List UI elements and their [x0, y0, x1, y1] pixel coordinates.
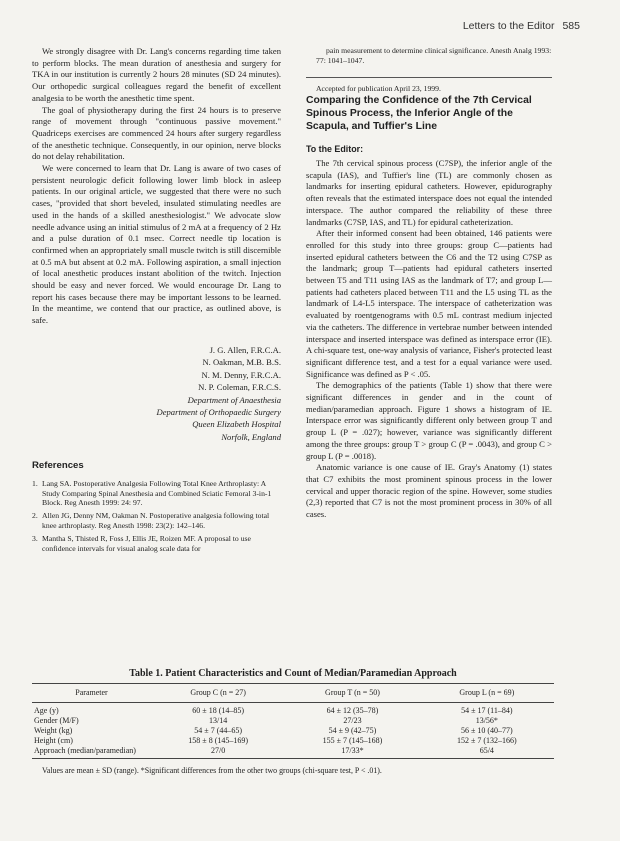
- running-title: Letters to the Editor: [462, 20, 555, 32]
- running-head: [463, 20, 580, 32]
- reference-continuation: pain measurement to determine clinical significance. Anesth Analg 1993: 77: 1041–1047.: [316, 46, 552, 65]
- signature-block: [32, 344, 281, 443]
- column-header: Group L (n = 69): [420, 684, 554, 703]
- left-column: [32, 46, 281, 556]
- table-cell: 27/23: [343, 715, 362, 725]
- table-cell: 54 ± 9 (42–75): [328, 725, 377, 735]
- table-cell: 60 ± 18 (14–85): [192, 705, 245, 715]
- table-cell: 155 ± 7 (145–168): [322, 735, 383, 745]
- divider: [306, 77, 552, 78]
- column-header: Group T (n = 50): [285, 684, 419, 703]
- page-number: 585: [562, 20, 580, 32]
- table-1: [32, 668, 554, 775]
- references-heading: References: [32, 460, 84, 472]
- reference-item: 2. Allen JG, Denny NM, Oakman N. Postoperative analgesia following total knee arthroplasty. Reg Anesth 1998: 23(2): 142–146.: [32, 511, 270, 531]
- affiliation-line: Norfolk, England: [221, 431, 281, 442]
- column-header: Group C (n = 27): [151, 684, 285, 703]
- reference-item: 1. Lang SA. Postoperative Analgesia Following Total Knee Arthroplasty: A Study Comparing Spinal Anesthesia and Combined Sciatic Femoral 3-in-1 Block. Reg Anesth 1999: 24: 97.: [32, 478, 272, 508]
- table-cell: 13/14: [209, 715, 228, 725]
- table-cell: Weight (kg): [34, 725, 73, 735]
- affiliation-line: Department of Orthopaedic Surgery: [156, 406, 281, 417]
- body-paragraph: We were concerned to learn that Dr. Lang is aware of two cases of persistent neurologic deficit following lower limb block in asleep patients. In our original article, we suggested that there were no such cases, "provided that short beveled, insulated stimulating needles are used in the hands of a skilled anesthesiologist." We advocate slow needle advance using an initial stimulus of 2 mA at a frequency of 2 Hz and a pulse duration of 0.1 msec. Correct needle tip location is confirmed when an appropriately small muscle twitch is still discernible at 0.5 mA but absent at 0.2 mA. Following aspiration, a small injection of local anesthetic produces instant abolition of the twitch. Injection should be easy and never forced. We would encourage Dr. Lang to report his cases because there may be important lessons to be learned. In the meantime, we contend that our practice, as outlined above, is safe.: [32, 163, 281, 326]
- table-cell: 65/4: [420, 746, 554, 759]
- reference-text: Lang SA. Postoperative Analgesia Following Total Knee Arthroplasty: A Study Comparing Spinal Anesthesia and Combined Sciatic Femoral 3-in-1 Block. Reg Anesth 1999: 24: 97.: [42, 478, 272, 508]
- table-cell: 54 ± 17 (11–84): [461, 705, 513, 715]
- salutation: To the Editor:: [306, 144, 364, 155]
- table-cell: 17/33*: [285, 746, 419, 759]
- data-table: [32, 683, 554, 759]
- table-cell: Gender (M/F): [34, 715, 79, 725]
- table-footnote: Values are mean ± SD (range). *Significant differences from the other two groups (chi-square test, P < .01).: [42, 766, 382, 776]
- article-title: Comparing the Confidence of the 7th Cervical Spinous Process, the Inferior Angle of the Scapula, and Tuffier's Line: [306, 95, 532, 133]
- reference-item: 3. Mantha S, Thisted R, Foss J, Ellis JE, Roizen MF. A proposal to use confidence intervals for visual analog scale data for: [32, 533, 251, 553]
- table-row: [32, 726, 554, 736]
- author-name: J. G. Allen, F.R.C.A.: [209, 344, 281, 355]
- column-header: Parameter: [32, 684, 151, 703]
- body-paragraph: We strongly disagree with Dr. Lang's concerns regarding time taken to perform blocks. The mean duration of anesthesia and surgery for TKA in our institution is currently 2 hours 28 minutes (SD 24 minutes). Our orthopedic surgical colleagues regard the benefit of excellent analgesia to be worth the anesthetic time spent.: [32, 46, 281, 103]
- table-cell: 27/0: [151, 746, 285, 759]
- right-column: [306, 46, 552, 521]
- table-row: [32, 746, 554, 759]
- body-paragraph: The demographics of the patients (Table 1) show that there were significant differences in gender and in the count of median/paramedian approach. Figure 1 shows a histogram of IE. Interspace error was significantly different only between group T and group L (P = .027); however, variance was significantly different among the three groups: group T > group C (P = .0043), and group C > group L (P = .0018).: [306, 380, 552, 461]
- body-paragraph: Anatomic variance is one cause of IE. Gray's Anatomy (1) states that C7 exhibits the most prominent spinous process in the lower cervical and upper thoracic region of the spine. However, some studies (2,3) reported that C7 is not the most prominent process in 30% of all cases.: [306, 462, 552, 520]
- table-cell: 54 ± 7 (44–65): [194, 725, 243, 735]
- table-cell: 158 ± 8 (145–169): [188, 735, 249, 745]
- table-cell: Height (cm): [34, 735, 73, 745]
- reference-text: Allen JG, Denny NM, Oakman N. Postoperative analgesia following total knee arthroplasty. Reg Anesth 1998: 23(2): 142–146.: [42, 511, 270, 531]
- reference-list: [32, 479, 281, 554]
- affiliation-line: Queen Elizabeth Hospital: [192, 419, 281, 430]
- author-name: N. P. Coleman, F.R.C.S.: [198, 382, 281, 393]
- body-paragraph: The 7th cervical spinous process (C7SP), the inferior angle of the scapula (IAS), and Tuffier's line (TL) are commonly chosen as landmarks for inserting epidural catheters. However, epidurography often reveals that the estimated interspace does not equal the intended interspace. The author compared the reliability of these three landmarks (C7SP, IAS, and TL) for epidural catheterization.: [306, 158, 552, 227]
- table-cell: 13/56*: [475, 715, 498, 725]
- table-title: Table 1. Patient Characteristics and Count of Median/Paramedian Approach: [129, 668, 457, 679]
- table-cell: 56 ± 10 (40–77): [460, 725, 513, 735]
- table-header-row: [32, 684, 554, 703]
- table-cell: Age (y): [34, 705, 59, 715]
- table-row: [32, 702, 554, 715]
- body-paragraph: After their informed consent had been obtained, 146 patients were enrolled for this study into three groups: group C—patients had inserted epidural catheters between the C6 and the T2 using C7SP as the landmark; group T—patients had epidural catheters inserted between T5 and T11 using IAS as the landmark of T7; and group L—patients had catheters placed between T11 and the L5 using TL as the landmark of L4-L5 interspace. The interspace of catheterization was evaluated by roentgenograms with 0.5 mL contrast medium injected via the catheters. The difference in vertebrae number between intended interspace and inserted interspace was defined as interspace error (IE). A chi-square test, one-way analysis of variance, Fisher's protected least significant difference test, and a test for a equal variance were used. Significance was defined as P < .05.: [306, 228, 552, 379]
- table-cell: Approach (median/paramedian): [32, 746, 151, 759]
- affiliation-line: Department of Anaesthesia: [187, 394, 281, 405]
- reference-text: Mantha S, Thisted R, Foss J, Ellis JE, Roizen MF. A proposal to use confidence intervals for visual analog scale data for: [42, 533, 251, 553]
- accepted-date: Accepted for publication April 23, 1999.: [316, 83, 441, 93]
- body-paragraph: The goal of physiotherapy during the first 24 hours is to preserve range of movement through "continuous passive movement." Quadriceps exercises are commenced 24 hours after surgery regardless of the anesthetic technique. Consequently, in our opinion, nerve blocks do not delay rehabilitation.: [32, 104, 281, 162]
- table-row: [32, 716, 554, 726]
- author-name: N. M. Denny, F.R.C.A.: [201, 369, 281, 380]
- author-name: N. Oakman, M.B. B.S.: [202, 357, 281, 368]
- table-row: [32, 736, 554, 746]
- table-cell: 64 ± 12 (35–78): [326, 705, 379, 715]
- table-cell: 152 ± 7 (132–166): [456, 735, 517, 745]
